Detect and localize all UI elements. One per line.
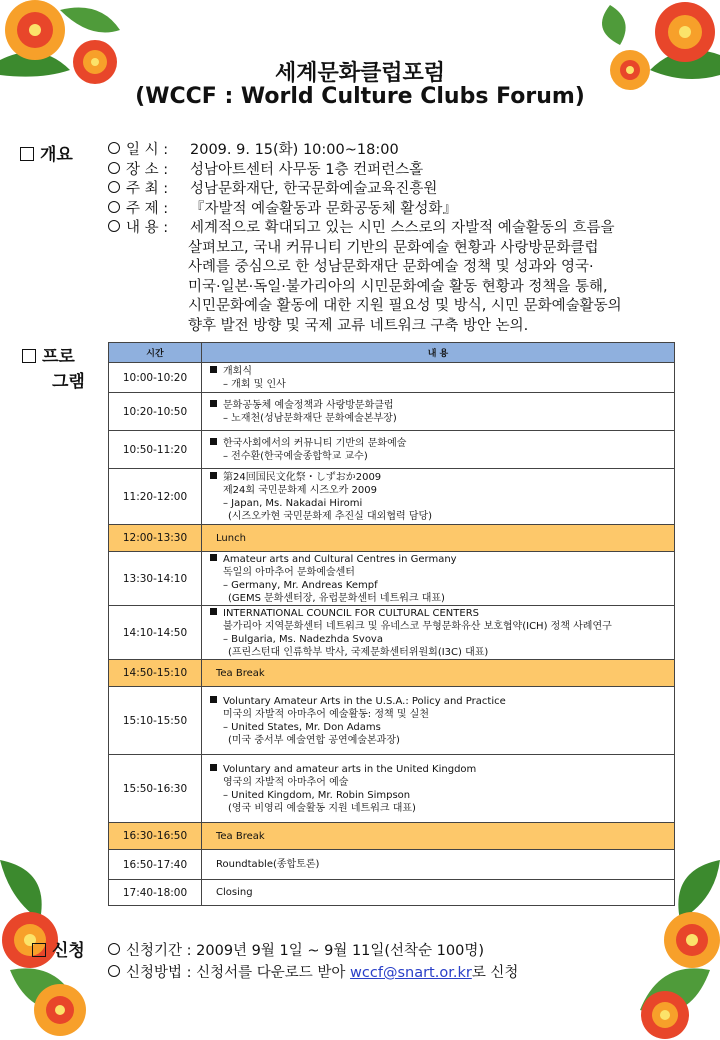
program-row [109,606,675,660]
program-content-line: Roundtable(종합토론) [216,859,320,870]
circle-bullet-icon [108,220,120,232]
square-bullet-icon [210,366,217,373]
overview-item-value: 성남아트센터 사무동 1층 컨퍼런스홀 [190,161,424,178]
program-content-line: (GEMS 문화센터장, 유럽문화센터 네트워크 대표) [228,592,445,604]
overview-item-label: 내 용 : [126,220,169,236]
overview-content-line: 향후 발전 방향 및 국제 교류 네트워크 구축 방안 논의. [188,317,529,334]
square-bullet-icon [210,554,217,561]
program-content-line: 불가리아 지역문화센터 네트워크 및 유네스코 무형문화유산 보호협약(ICH) 정책 사례연구 [223,620,612,632]
overview-item-value: 『자발적 예술활동과 문화공동체 활성화』 [190,200,457,217]
checkbox-icon [32,943,46,957]
program-row [109,660,675,687]
program-content [202,850,675,880]
program-content [202,393,675,431]
program-content-line: Voluntary and amateur arts in the United Kingdom [210,763,674,776]
program-content-line: 미국의 자발적 아마추어 예술활동: 정책 및 실천 [223,708,429,720]
program-content-line: (프린스턴대 인류학부 박사, 국제문화센터위원회(I3C) 대표) [228,646,489,658]
program-time: 17:40-18:00 [109,880,202,906]
overview-content-line: 살펴보고, 국내 커뮤니티 기반의 문화예술 현황과 사랑방문화클럽 [188,239,599,256]
column-header-time: 시간 [109,343,202,363]
program-content-line: Lunch [216,532,246,544]
email-link[interactable]: wccf@snart.or.kr [350,965,472,981]
program-time: 10:00-10:20 [109,363,202,393]
program-row [109,687,675,755]
program-content-line: – 노재천(성남문화재단 문화예술본부장) [223,412,397,424]
program-content-line: (미국 중서부 예술연합 공연예술본과장) [228,734,400,746]
program-content-line: Voluntary Amateur Arts in the U.S.A.: Policy and Practice [210,695,674,708]
program-row [109,850,675,880]
program-content [202,552,675,606]
flower-decoration-bottom-left [0,820,110,1040]
circle-bullet-icon [108,201,120,213]
program-content [202,469,675,525]
square-bullet-icon [210,472,217,479]
program-content-line: – 개회 및 인사 [223,378,286,390]
program-content [202,755,675,823]
column-header-content: 내 용 [202,343,675,363]
program-time: 10:20-10:50 [109,393,202,431]
program-row [109,431,675,469]
program-content-line: Tea Break [216,830,265,842]
program-content [202,880,675,906]
document-title: 세계문화클럽포럼 [274,61,446,86]
overview-item [108,219,614,238]
program-content [202,687,675,755]
square-bullet-icon [210,438,217,445]
section-heading-program-cont: 그램 [52,372,85,392]
checkbox-icon [20,147,34,161]
program-time: 16:30-16:50 [109,823,202,850]
program-content-line: – Japan, Ms. Nakadai Hiromi [223,497,363,509]
program-content-line: 한국사회에서의 커뮤니티 기반의 문화예술 [210,437,674,450]
program-row [109,823,675,850]
application-method: 신청방법 : 신청서를 다운로드 받아 wccf@snart.or.kr로 신청 [108,961,518,982]
program-row [109,363,675,393]
program-time: 15:50-16:30 [109,755,202,823]
circle-bullet-icon [108,943,120,955]
circle-bullet-icon [108,162,120,174]
overview-content-line: 미국·일본·독일·불가리아의 시민문화예술 활동 현황과 정책을 통해, [188,278,608,295]
program-time: 15:10-15:50 [109,687,202,755]
overview-item-label: 주 제 : [126,200,169,217]
overview-item-label: 주 최 : [126,181,169,197]
program-content-line: – Germany, Mr. Andreas Kempf [223,579,378,591]
program-content [202,606,675,660]
program-row [109,552,675,606]
program-row [109,469,675,525]
overview-item [108,200,457,219]
program-content-line: (시즈오카현 국민문화제 추진실 대외협력 담당) [228,510,433,522]
overview-item [108,161,423,180]
program-content-line: – United Kingdom, Mr. Robin Simpson [223,789,411,801]
program-content [202,823,675,850]
overview-item [108,180,437,199]
program-row [109,880,675,906]
program-content-line: – 전수환(한국예술종합학교 교수) [223,450,368,462]
overview-item-value: 성남문화재단, 한국문화예술교육진흥원 [190,181,438,197]
overview-content-line: 사례를 중심으로 한 성남문화재단 문화예술 정책 및 성과와 영국· [188,259,594,275]
overview-item-label: 장 소 : [126,161,169,178]
program-row [109,755,675,823]
section-heading-overview: 개요 [20,140,73,165]
program-time: 14:50-15:10 [109,660,202,687]
overview-content-line: 시민문화예술 활동에 대한 지원 필요성 및 방식, 시민 문화예술활동의 [188,298,622,314]
overview-item-value: 2009. 9. 15(화) 10:00~18:00 [190,142,399,158]
program-time: 13:30-14:10 [109,552,202,606]
document-subtitle: (WCCF : World Culture Clubs Forum) [135,84,585,109]
program-content-line: Amateur arts and Cultural Centres in Germany [210,553,674,566]
program-content-line: INTERNATIONAL COUNCIL FOR CULTURAL CENTERS [210,607,674,620]
program-content-line: Closing [216,887,253,898]
program-content-line: 독일의 아마추어 문화예술센터 [223,566,355,578]
program-time: 12:00-13:30 [109,525,202,552]
program-content-line: 제24회 국민문화제 시즈오카 2009 [223,484,377,496]
square-bullet-icon [210,608,217,615]
overview-item-label: 일 시 : [126,142,169,158]
overview-item-value: 세계적으로 확대되고 있는 시민 스스로의 자발적 예술활동의 흐름을 [190,220,615,236]
overview-item [108,141,399,160]
program-content-line: Tea Break [216,667,265,679]
program-content-line: – United States, Mr. Don Adams [223,721,381,733]
program-content-line: 개회식 [210,365,674,378]
program-content-line: 문화공동체 예술정책과 사랑방문화클럽 [210,399,674,412]
program-content-line: – Bulgaria, Ms. Nadezhda Svova [223,633,383,645]
program-content [202,431,675,469]
circle-bullet-icon [108,181,120,193]
program-content-line: 영국의 자발적 아마추어 예술 [223,776,349,788]
square-bullet-icon [210,696,217,703]
checkbox-icon [22,349,36,363]
section-heading-program: 프로 [22,342,75,367]
program-table [108,342,675,906]
circle-bullet-icon [108,965,120,977]
program-time: 16:50-17:40 [109,850,202,880]
program-time: 10:50-11:20 [109,431,202,469]
program-content [202,660,675,687]
square-bullet-icon [210,764,217,771]
program-content [202,525,675,552]
program-content-line: (영국 비영리 예술활동 지원 네트워크 대표) [228,802,416,814]
section-heading-application: 신청 [32,936,85,961]
program-content [202,363,675,393]
circle-bullet-icon [108,142,120,154]
program-time: 14:10-14:50 [109,606,202,660]
program-row [109,525,675,552]
program-time: 11:20-12:00 [109,469,202,525]
square-bullet-icon [210,400,217,407]
program-row [109,393,675,431]
program-content-line: 第24回国民文化祭・しずおか2009 [210,471,674,484]
application-period: 신청기간 : 2009년 9월 1일 ~ 9월 11일(선착순 100명) [108,939,484,960]
